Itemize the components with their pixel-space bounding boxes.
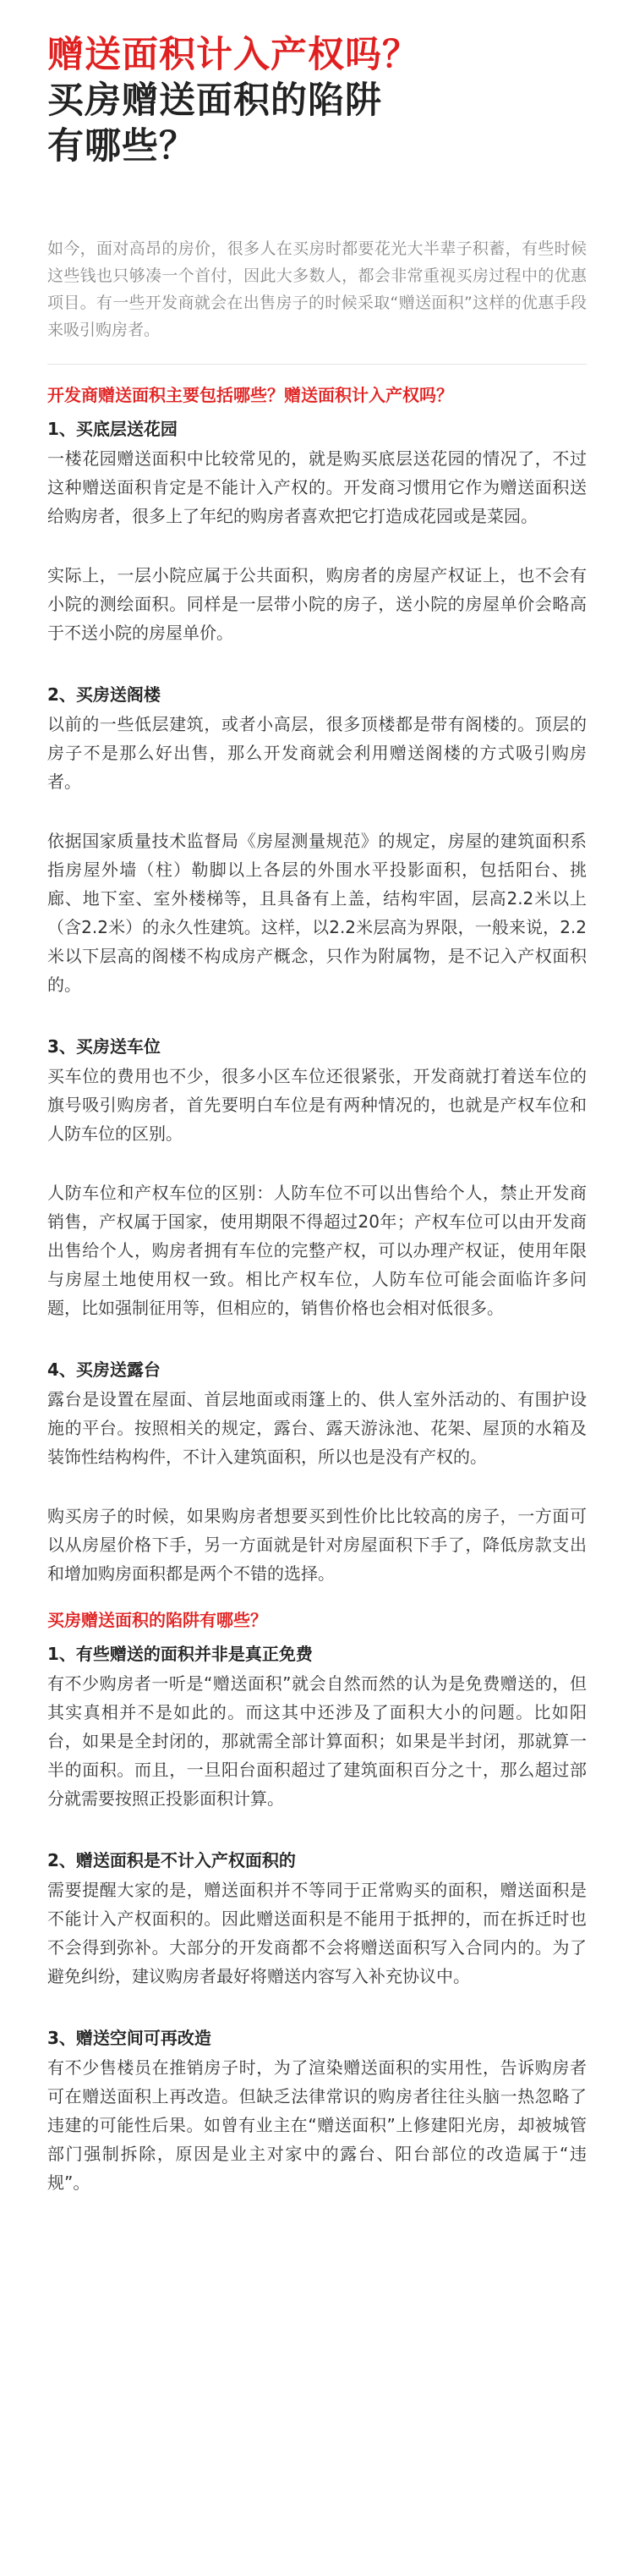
paragraph: 有不少售楼员在推销房子时，为了渲染赠送面积的实用性，告诉购房者可在赠送面积上再改造。但缺乏法律常识的购房者往往头脑一热忽略了违建的可能性后果。如曾有业主在“赠送面积”上修建阳光房，却被城管部门强制拆除，原因是业主对家中的露台、阳台部位的改造属于“违规”。 bbox=[47, 2057, 587, 2193]
paragraph: 以前的一些低层建筑，或者小高层，很多顶楼都是带有阁楼的。顶层的房子不是那么好出售，那么开发商就会利用赠送阁楼的方式吸引购房者。 bbox=[47, 714, 587, 792]
paragraph: 买车位的费用也不少，很多小区车位还很紧张，开发商就打着送车位的旗号吸引购房者，首先要明白车位是有两种情况的，也就是产权车位和人防车位的区别。 bbox=[47, 1066, 587, 1144]
paragraph: 露台是设置在屋面、首层地面或雨篷上的、供人室外活动的、有围护设施的平台。按照相关的规定，露台、露天游泳池、花架、屋顶的水箱及装饰性结构构件，不计入建筑面积，所以也是没有产权的。 bbox=[47, 1389, 587, 1467]
section-heading-2: 买房赠送面积的陷阱有哪些？ bbox=[47, 1610, 267, 1630]
paragraph: 购买房子的时候，如果购房者想要买到性价比比较高的房子，一方面可以从房屋价格下手，另一方面就是针对房屋面积下手了，降低房款支出和增加购房面积都是两个不错的选择。 bbox=[47, 1506, 587, 1584]
section-gifted-area-traps bbox=[47, 1607, 587, 2197]
paragraph: 依据国家质量技术监督局《房屋测量规范》的规定，房屋的建筑面积系指房屋外墙（柱）勒脚以上各层的外围水平投影面积，包括阳台、挑廊、地下室、室外楼梯等，且具备有上盖，结构牢固，层高2.2米以上（含2.2米）的永久性建筑。这样，以2.2米层高为界限，一般来说，2.2米以下层高的阁楼不构成房产概念，只作为附属物，是不记入产权面积的。 bbox=[47, 831, 587, 995]
paragraph: 一楼花园赠送面积中比较常见的，就是购买底层送花园的情况了，不过这种赠送面积肯定是不能计入产权的。开发商习惯用它作为赠送面积送给购房者，很多上了年纪的购房者喜欢把它打造成花园或是菜园。 bbox=[47, 448, 587, 526]
section-gifted-area-types bbox=[47, 382, 587, 1607]
title-line-1: 赠送面积计入产权吗？ bbox=[47, 34, 419, 76]
paragraph: 有不少购房者一听是“赠送面积”就会自然而然的认为是免费赠送的，但其实真相并不是如此的。而这其中还涉及了面积大小的问题。比如阳台，如果是全封闭的，那就需全部计算面积；如果是半封闭，那就算一半的面积。而且，一旦阳台面积超过了建筑面积百分之十，那么超过部分就需要按照正投影面积计算。 bbox=[47, 1673, 587, 1809]
item-title-terrace: 4、买房送露台 bbox=[47, 1359, 161, 1380]
item-title-not-free: 1、有些赠送的面积并非是真正免费 bbox=[47, 1644, 313, 1664]
section-divider bbox=[47, 364, 587, 365]
item-title-renovation: 3、赠送空间可再改造 bbox=[47, 2028, 211, 2048]
title-line-3: 有哪些？ bbox=[47, 125, 196, 168]
item-title-parking: 3、买房送车位 bbox=[47, 1036, 161, 1057]
item-title-not-in-title-deed: 2、赠送面积是不计入产权面积的 bbox=[47, 1850, 296, 1870]
paragraph: 需要提醒大家的是，赠送面积并不等同于正常购买的面积，赠送面积是不能计入产权面积的。因此赠送面积是不能用于抵押的，而在拆迁时也不会得到弥补。大部分的开发商都不会将赠送面积写入合同内的。为了避免纠纷，建议购房者最好将赠送内容写入补充协议中。 bbox=[47, 1880, 587, 1986]
paragraph: 人防车位和产权车位的区别：人防车位不可以出售给个人，禁止开发商销售，产权属于国家，使用期限不得超过20年；产权车位可以由开发商出售给个人，购房者拥有车位的完整产权，可以办理产权证，使用年限与房屋土地使用权一致。相比产权车位，人防车位可能会面临许多问题，比如强制征用等，但相应的，销售价格也会相对低很多。 bbox=[47, 1183, 587, 1318]
section-heading-1: 开发商赠送面积主要包括哪些？赠送面积计入产权吗？ bbox=[47, 385, 453, 405]
intro-paragraph: 如今，面对高昂的房价，很多人在买房时都要花光大半辈子积蓄，有些时候这些钱也只够凑一个首付，因此大多数人，都会非常重视买房过程中的优惠项目。有一些开发商就会在出售房子的时候采取“赠送面积”这样的优惠手段来吸引购房者。 bbox=[47, 239, 587, 339]
item-title-attic: 2、买房送阁楼 bbox=[47, 684, 161, 705]
title-line-2: 买房赠送面积的陷阱 bbox=[47, 80, 382, 122]
item-title-garden: 1、买底层送花园 bbox=[47, 419, 178, 439]
paragraph: 实际上，一层小院应属于公共面积，购房者的房屋产权证上，也不会有小院的测绘面积。同样是一层带小院的房子，送小院的房屋单价会略高于不送小院的房屋单价。 bbox=[47, 565, 587, 643]
article-title bbox=[47, 0, 587, 169]
